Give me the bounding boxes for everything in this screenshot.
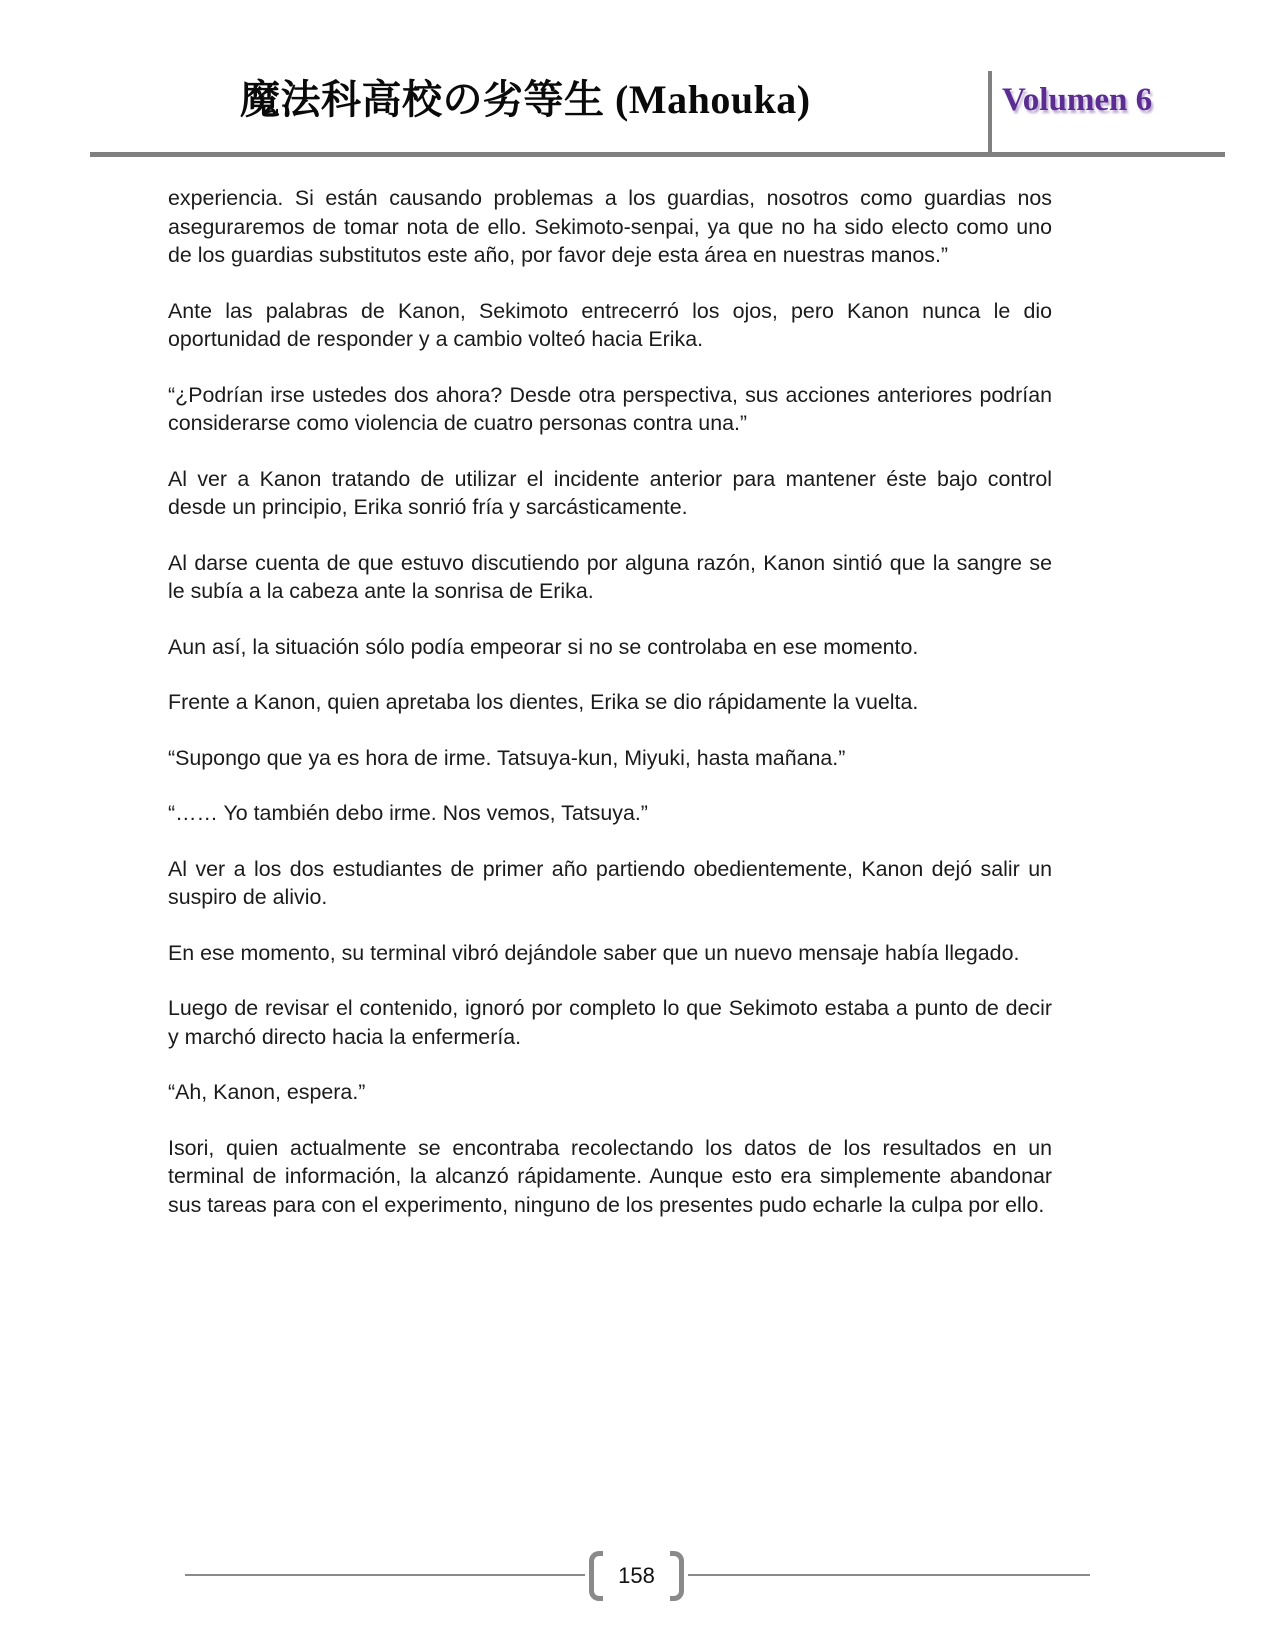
paragraph: Ante las palabras de Kanon, Sekimoto entrecerró los ojos, pero Kanon nunca le dio oportunidad de responder y a cambio volteó hacia Erika.	[168, 298, 1052, 351]
page-body	[168, 184, 1052, 1246]
paragraph: Frente a Kanon, quien apretaba los dientes, Erika se dio rápidamente la vuelta.	[168, 690, 919, 714]
paragraph: Al ver a los dos estudiantes de primer año partiendo obedientemente, Kanon dejó salir un suspiro de alivio.	[168, 856, 1052, 909]
paragraph: En ese momento, su terminal vibró dejándole saber que un nuevo mensaje había llegado.	[168, 940, 1020, 965]
paragraph: “Ah, Kanon, espera.”	[168, 1080, 366, 1104]
paragraph: experiencia. Si están causando problemas a los guardias, nosotros como guardias nos aseguraremos de tomar nota de ello. Sekimoto-senpai, ya que no ha sido electo como uno de los guardias substitutos este año, por favor deje esta área en nuestras manos.”	[168, 186, 1052, 267]
paragraph: “Supongo que ya es hora de irme. Tatsuya-kun, Miyuki, hasta mañana.”	[168, 745, 846, 770]
footer-bracket-right-icon	[670, 1551, 684, 1601]
paragraph: “…… Yo también debo irme. Nos vemos, Tatsuya.”	[168, 801, 648, 825]
footer-rule-right	[688, 1574, 1090, 1576]
page-number: 158	[618, 1563, 655, 1588]
paragraph: Isori, quien actualmente se encontraba recolectando los datos de los resultados en un terminal de información, la alcanzó rápidamente. Aunque esto era simplemente abandonar sus tareas para con el experimento, ninguno de los presentes pudo echarle la culpa por ello.	[168, 1135, 1052, 1217]
paragraph: Al ver a Kanon tratando de utilizar el incidente anterior para mantener éste bajo control desde un principio, Erika sonrió fría y sarcásticamente.	[168, 466, 1052, 519]
page-title: 魔法科高校の劣等生 (Mahouka)	[240, 77, 811, 122]
header-vertical-divider	[988, 71, 992, 157]
paragraph: Aun así, la situación sólo podía empeorar si no se controlaba en ese momento.	[168, 634, 919, 659]
volume-badge: Volumen 6	[1002, 82, 1153, 118]
header-rule	[90, 152, 1225, 157]
paragraph: Al darse cuenta de que estuvo discutiendo por alguna razón, Kanon sintió que la sangre se le subía a la cabeza ante la sonrisa de Erika.	[168, 550, 1052, 603]
paragraph: Luego de revisar el contenido, ignoró por completo lo que Sekimoto estaba a punto de decir y marchó directo hacia la enfermería.	[168, 996, 1052, 1049]
paragraph: “¿Podrían irse ustedes dos ahora? Desde otra perspectiva, sus acciones anteriores podrían considerarse como violencia de cuatro personas contra una.”	[168, 382, 1052, 435]
footer-rule-left	[185, 1574, 585, 1576]
